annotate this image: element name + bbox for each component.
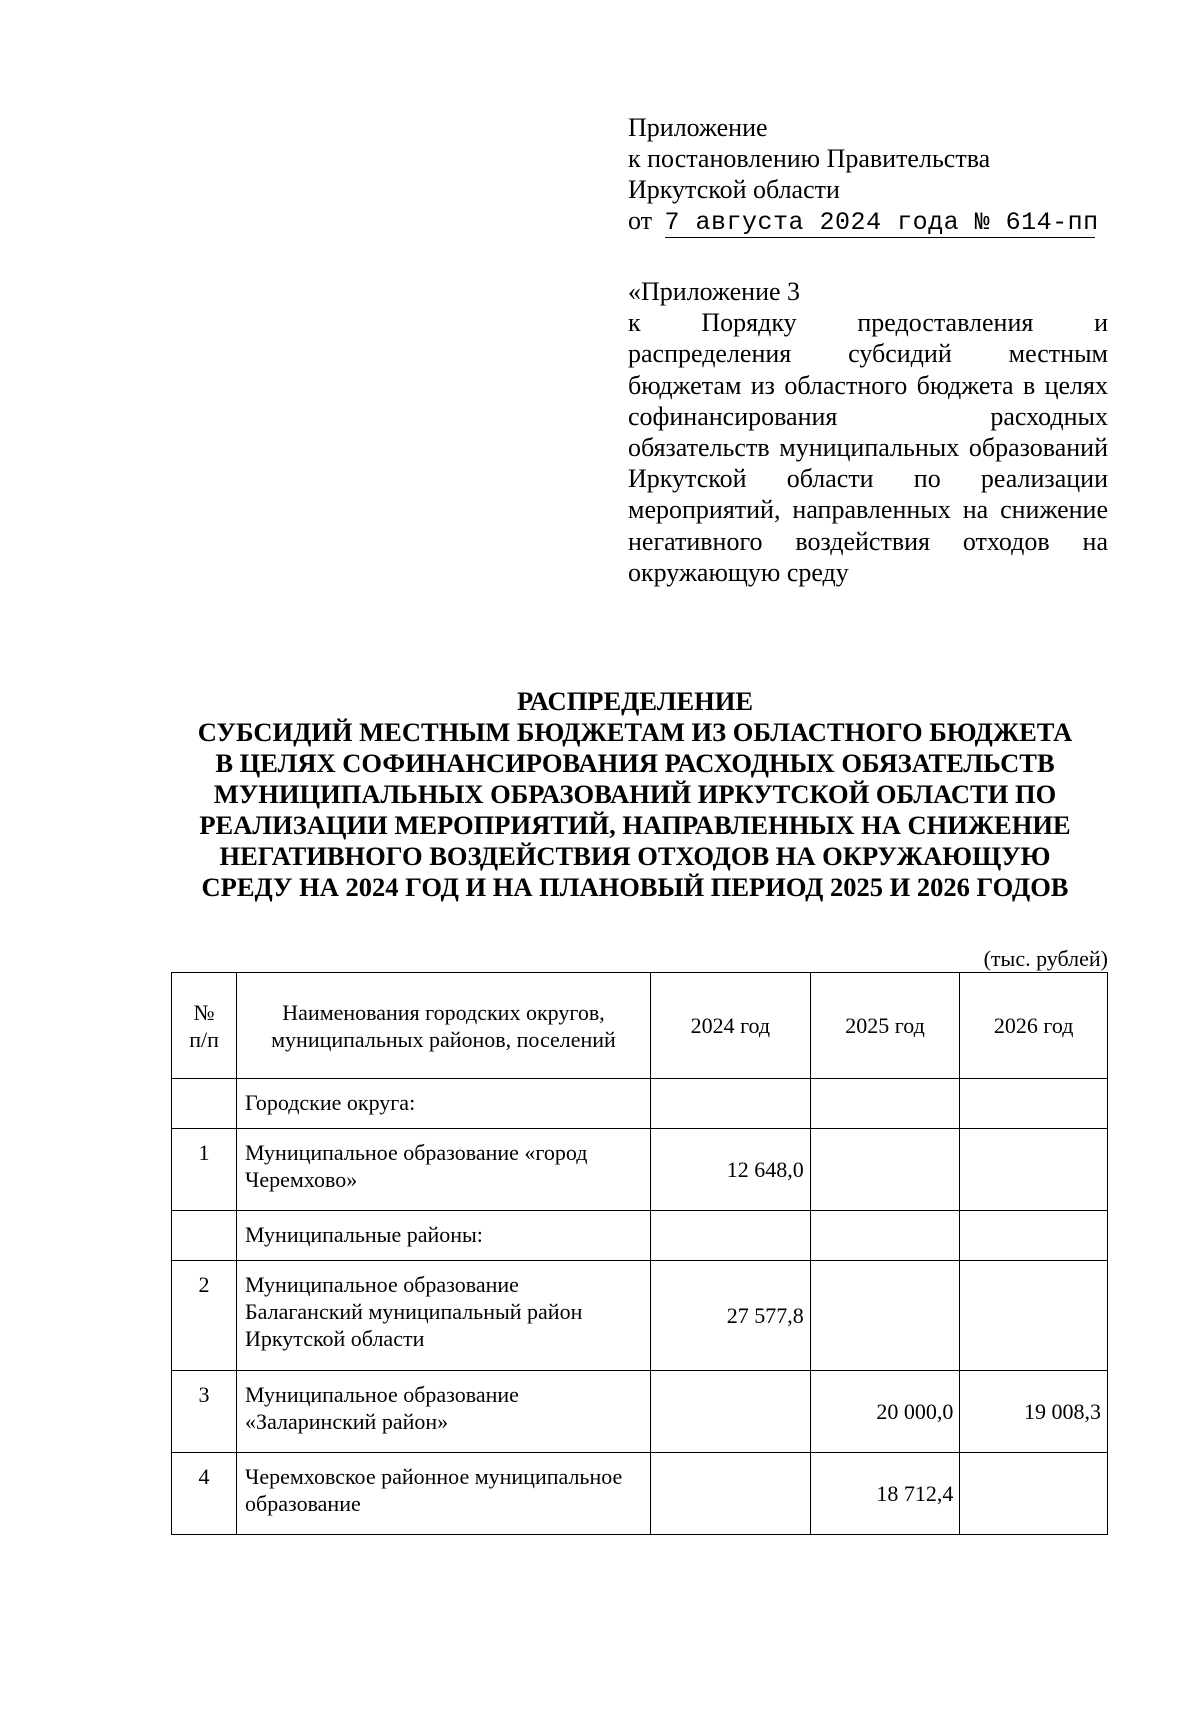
header-2026: 2026 год [960,973,1108,1079]
row-name: Муниципальное образование «Заларинский район» [237,1371,651,1453]
title-line: СУБСИДИЙ МЕСТНЫМ БЮДЖЕТАМ ИЗ ОБЛАСТНОГО БЮДЖЕТА [197,717,1073,747]
row-number [172,1079,237,1129]
row-2026 [960,1211,1108,1261]
row-2025 [810,1079,960,1129]
header-2025: 2025 год [810,973,960,1079]
row-2024: 27 577,8 [650,1261,810,1371]
appendix-region: Иркутской области [628,175,840,204]
document-title [160,686,1110,903]
row-2026 [960,1079,1108,1129]
appendix-3-heading: «Приложение 3 [628,277,801,306]
row-2026 [960,1129,1108,1211]
row-2025 [810,1261,960,1371]
units-label: (тыс. рублей) [983,946,1108,971]
row-name: Муниципальные районы: [237,1211,651,1261]
row-2026: 19 008,3 [960,1371,1108,1453]
appendix-date-line [628,205,1108,238]
row-number: 3 [172,1371,237,1453]
row-2024: 12 648,0 [650,1129,810,1211]
row-2026 [960,1453,1108,1535]
row-2025 [810,1211,960,1261]
row-name: Муниципальное образование Балаганский муниципальный район Иркутской области [237,1261,651,1371]
distribution-table [171,972,1108,1535]
row-name: Городские округа: [237,1079,651,1129]
table-header-row [172,973,1108,1079]
row-number: 2 [172,1261,237,1371]
row-number: 4 [172,1453,237,1535]
table-row [172,1129,1108,1211]
row-2025: 20 000,0 [810,1371,960,1453]
table-row [172,1261,1108,1371]
table-row [172,1079,1108,1129]
row-2025: 18 712,4 [810,1453,960,1535]
appendix-label: Приложение [628,113,768,142]
row-name: Муниципальное образование «город Черемхово» [237,1129,651,1211]
row-number [172,1211,237,1261]
row-2024 [650,1371,810,1453]
table-row [172,1211,1108,1261]
title-line: РЕАЛИЗАЦИИ МЕРОПРИЯТИЙ, НАПРАВЛЕННЫХ НА СНИЖЕНИЕ [199,810,1071,840]
appendix-resolution: к постановлению Правительства [628,144,991,173]
title-line: СРЕДУ НА 2024 ГОД И НА ПЛАНОВЫЙ ПЕРИОД 2025 И 2026 ГОДОВ [201,872,1069,902]
header-number [172,973,237,1079]
header-name: Наименования городских округов, муниципальных районов, поселений [237,973,651,1079]
appendix-header [628,112,1108,238]
row-name: Черемховское районное муниципальное образование [237,1453,651,1535]
header-number-abbr: п/п [189,1026,219,1052]
row-2024 [650,1211,810,1261]
table-row [172,1453,1108,1535]
table-row [172,1371,1108,1453]
title-line: МУНИЦИПАЛЬНЫХ ОБРАЗОВАНИЙ ИРКУТСКОЙ ОБЛАСТИ ПО [213,779,1057,809]
title-line: НЕГАТИВНОГО ВОЗДЕЙСТВИЯ ОТХОДОВ НА ОКРУЖАЮЩУЮ [219,841,1051,871]
row-2024 [650,1079,810,1129]
header-2024: 2024 год [650,973,810,1079]
title-line: РАСПРЕДЕЛЕНИЕ [516,686,754,716]
row-2024 [650,1453,810,1535]
date-prefix: от [628,206,653,235]
row-2026 [960,1261,1108,1371]
date-value: 7 августа 2024 года № 614-пп [664,208,1099,237]
row-2025 [810,1129,960,1211]
row-number: 1 [172,1129,237,1211]
appendix-3-block [628,276,1108,588]
title-line: В ЦЕЛЯХ СОФИНАНСИРОВАНИЯ РАСХОДНЫХ ОБЯЗАТЕЛЬСТВ [215,748,1055,778]
header-number-symbol: № [193,999,215,1025]
appendix-3-body: к Порядку предоставления и распределения субсидий местным бюджетам из областного бюджета в целях софинансирования расходных обязательств муниципальных образований Иркутской области по реализации мероприятий, направленных на снижение негативного воздействия отходов на окружающую среду [628,308,1108,587]
